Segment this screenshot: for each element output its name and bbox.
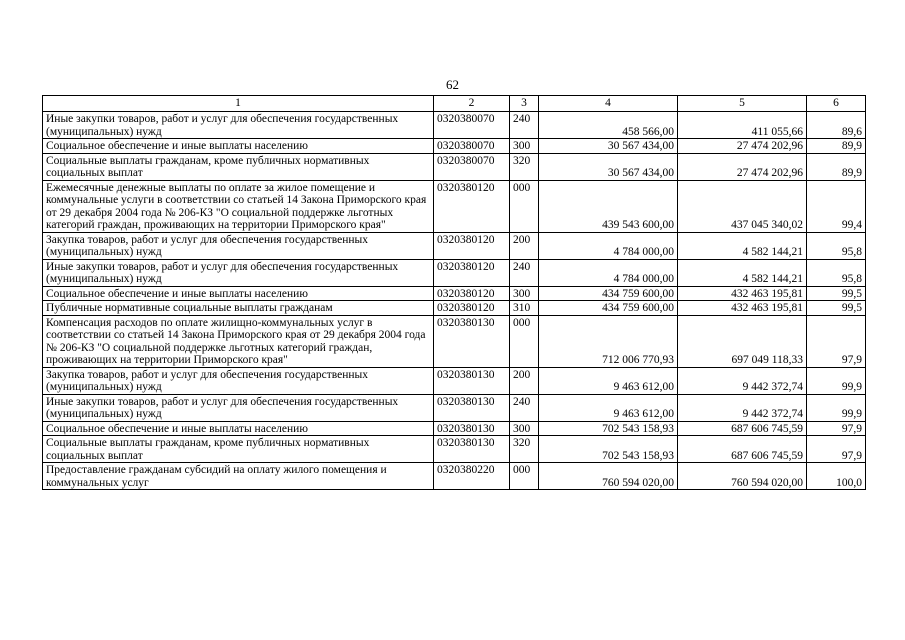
table-row — [43, 315, 866, 367]
row-fact-cell: 9 442 372,74 — [678, 394, 807, 421]
row-plan-cell: 30 567 434,00 — [539, 139, 678, 154]
header-cell: 1 — [43, 96, 434, 112]
row-fact-cell: 27 474 202,96 — [678, 139, 807, 154]
row-plan-cell: 702 543 158,93 — [539, 421, 678, 436]
row-name-cell: Публичные нормативные социальные выплаты гражданам — [43, 301, 434, 316]
row-code-cell: 0320380130 — [434, 421, 510, 436]
row-percent-cell: 97,9 — [807, 436, 866, 463]
row-name-cell: Социальное обеспечение и иные выплаты населению — [43, 286, 434, 301]
row-percent-cell: 89,6 — [807, 112, 866, 139]
row-fact-cell: 4 582 144,21 — [678, 259, 807, 286]
row-plan-cell: 434 759 600,00 — [539, 286, 678, 301]
row-plan-cell: 434 759 600,00 — [539, 301, 678, 316]
row-code-cell: 0320380120 — [434, 180, 510, 232]
row-name-cell: Закупка товаров, работ и услуг для обеспечения государственных (муниципальных) нужд — [43, 367, 434, 394]
table-header-row — [43, 96, 866, 112]
row-plan-cell: 760 594 020,00 — [539, 463, 678, 490]
row-code-cell: 0320380120 — [434, 286, 510, 301]
table-row — [43, 112, 866, 139]
row-plan-cell: 9 463 612,00 — [539, 394, 678, 421]
table-row — [43, 421, 866, 436]
row-name-cell: Предоставление гражданам субсидий на оплату жилого помещения и коммунальных услуг — [43, 463, 434, 490]
row-kind-cell: 300 — [510, 286, 539, 301]
row-code-cell: 0320380130 — [434, 315, 510, 367]
row-fact-cell: 697 049 118,33 — [678, 315, 807, 367]
table-row — [43, 367, 866, 394]
row-code-cell: 0320380120 — [434, 232, 510, 259]
row-kind-cell: 300 — [510, 139, 539, 154]
row-plan-cell: 9 463 612,00 — [539, 367, 678, 394]
row-plan-cell: 702 543 158,93 — [539, 436, 678, 463]
row-name-cell: Социальное обеспечение и иные выплаты населению — [43, 421, 434, 436]
table-row — [43, 259, 866, 286]
row-kind-cell: 000 — [510, 315, 539, 367]
table-row — [43, 153, 866, 180]
row-kind-cell: 200 — [510, 367, 539, 394]
row-percent-cell: 89,9 — [807, 153, 866, 180]
row-name-cell: Социальные выплаты гражданам, кроме публичных нормативных социальных выплат — [43, 436, 434, 463]
row-kind-cell: 000 — [510, 463, 539, 490]
row-code-cell: 0320380130 — [434, 367, 510, 394]
row-percent-cell: 97,9 — [807, 421, 866, 436]
row-plan-cell: 4 784 000,00 — [539, 259, 678, 286]
row-kind-cell: 310 — [510, 301, 539, 316]
row-name-cell: Социальные выплаты гражданам, кроме публичных нормативных социальных выплат — [43, 153, 434, 180]
row-name-cell: Закупка товаров, работ и услуг для обеспечения государственных (муниципальных) нужд — [43, 232, 434, 259]
header-cell: 6 — [807, 96, 866, 112]
row-plan-cell: 4 784 000,00 — [539, 232, 678, 259]
row-kind-cell: 240 — [510, 112, 539, 139]
header-cell: 2 — [434, 96, 510, 112]
row-plan-cell: 712 006 770,93 — [539, 315, 678, 367]
row-code-cell: 0320380120 — [434, 259, 510, 286]
row-fact-cell: 760 594 020,00 — [678, 463, 807, 490]
row-code-cell: 0320380120 — [434, 301, 510, 316]
table-row — [43, 180, 866, 232]
row-percent-cell: 99,5 — [807, 301, 866, 316]
table-row — [43, 394, 866, 421]
row-fact-cell: 687 606 745,59 — [678, 436, 807, 463]
budget-table — [42, 95, 866, 490]
page-number: 62 — [446, 77, 459, 92]
header-cell: 5 — [678, 96, 807, 112]
row-code-cell: 0320380130 — [434, 436, 510, 463]
row-code-cell: 0320380070 — [434, 139, 510, 154]
row-fact-cell: 437 045 340,02 — [678, 180, 807, 232]
row-fact-cell: 687 606 745,59 — [678, 421, 807, 436]
row-percent-cell: 97,9 — [807, 315, 866, 367]
row-kind-cell: 320 — [510, 153, 539, 180]
row-name-cell: Иные закупки товаров, работ и услуг для обеспечения государственных (муниципальных) нужд — [43, 112, 434, 139]
row-kind-cell: 240 — [510, 394, 539, 421]
row-percent-cell: 100,0 — [807, 463, 866, 490]
row-fact-cell: 9 442 372,74 — [678, 367, 807, 394]
row-kind-cell: 000 — [510, 180, 539, 232]
row-plan-cell: 439 543 600,00 — [539, 180, 678, 232]
row-plan-cell: 30 567 434,00 — [539, 153, 678, 180]
table-row — [43, 232, 866, 259]
row-fact-cell: 4 582 144,21 — [678, 232, 807, 259]
row-name-cell: Иные закупки товаров, работ и услуг для обеспечения государственных (муниципальных) нужд — [43, 394, 434, 421]
row-percent-cell: 99,9 — [807, 394, 866, 421]
row-percent-cell: 89,9 — [807, 139, 866, 154]
row-kind-cell: 240 — [510, 259, 539, 286]
row-plan-cell: 458 566,00 — [539, 112, 678, 139]
row-code-cell: 0320380220 — [434, 463, 510, 490]
row-code-cell: 0320380130 — [434, 394, 510, 421]
header-cell: 3 — [510, 96, 539, 112]
row-code-cell: 0320380070 — [434, 153, 510, 180]
row-fact-cell: 27 474 202,96 — [678, 153, 807, 180]
row-percent-cell: 99,9 — [807, 367, 866, 394]
row-code-cell: 0320380070 — [434, 112, 510, 139]
row-fact-cell: 411 055,66 — [678, 112, 807, 139]
row-name-cell: Иные закупки товаров, работ и услуг для обеспечения государственных (муниципальных) нужд — [43, 259, 434, 286]
row-percent-cell: 99,4 — [807, 180, 866, 232]
row-fact-cell: 432 463 195,81 — [678, 301, 807, 316]
row-percent-cell: 95,8 — [807, 259, 866, 286]
table-row — [43, 436, 866, 463]
row-name-cell: Ежемесячные денежные выплаты по оплате за жилое помещение и коммунальные услуги в соответствии со статьей 14 Закона Приморского края от 29 декабря 2004 года № 206-КЗ "О социальной поддержке льготных категорий граждан, проживающих на территории Приморского края" — [43, 180, 434, 232]
table-row — [43, 286, 866, 301]
row-percent-cell: 95,8 — [807, 232, 866, 259]
row-percent-cell: 99,5 — [807, 286, 866, 301]
row-name-cell: Социальное обеспечение и иные выплаты населению — [43, 139, 434, 154]
table-row — [43, 301, 866, 316]
row-name-cell: Компенсация расходов по оплате жилищно-коммунальных услуг в соответствии со статьей 14 Закона Приморского края от 29 декабря 2004 года № 206-КЗ "О социальной поддержке льготных категорий граждан, проживающих на территории Приморского края" — [43, 315, 434, 367]
row-kind-cell: 200 — [510, 232, 539, 259]
table-row — [43, 463, 866, 490]
row-kind-cell: 320 — [510, 436, 539, 463]
row-fact-cell: 432 463 195,81 — [678, 286, 807, 301]
table-row — [43, 139, 866, 154]
header-cell: 4 — [539, 96, 678, 112]
row-kind-cell: 300 — [510, 421, 539, 436]
